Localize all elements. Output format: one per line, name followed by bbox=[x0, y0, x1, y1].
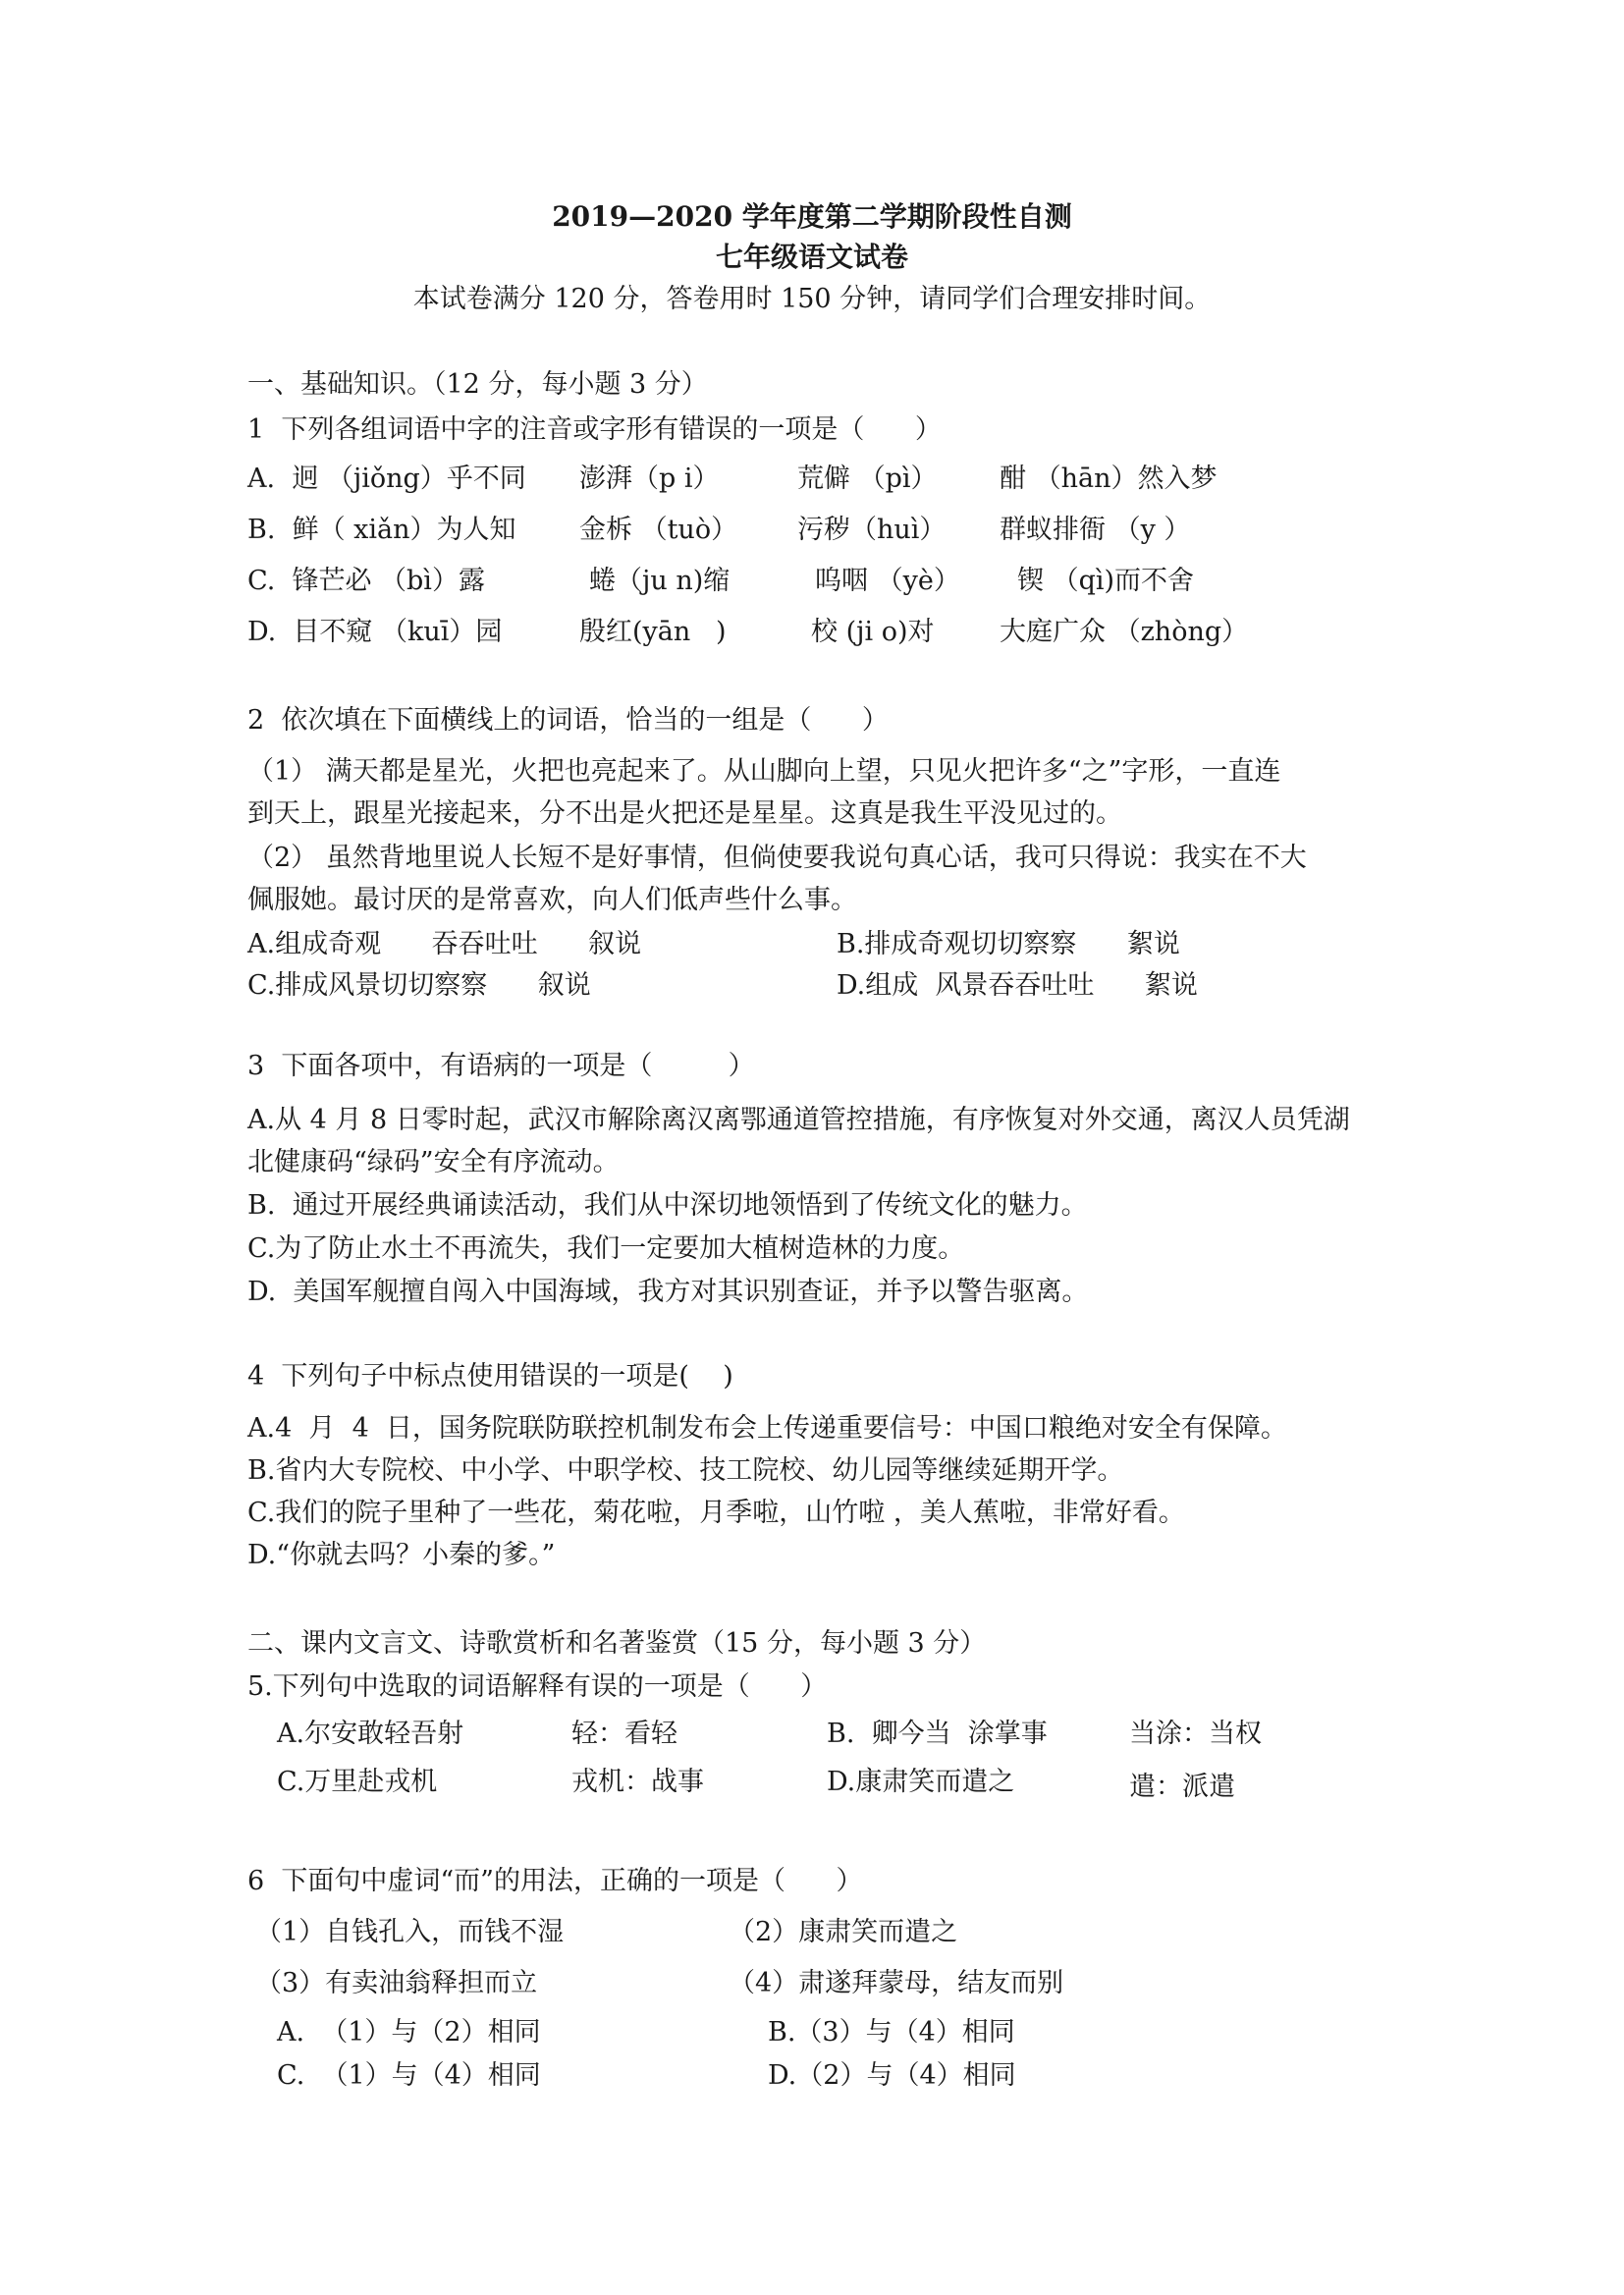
question-5-stem: 5.下列句中选取的词语解释有误的一项是（ ） bbox=[247, 1671, 828, 1702]
q3-option-c: C.为了防止水土不再流失，我们一定要加大植树造林的力度。 bbox=[247, 1233, 965, 1264]
q1-option-c-2: 蜷（ju n)缩 bbox=[589, 566, 731, 596]
q1-option-d-3: 校 (ji o)对 bbox=[811, 617, 935, 647]
exam-title: 2019—2020 学年度第二学期阶段性自测 bbox=[552, 200, 1072, 233]
q4-option-c: C.我们的院子里种了一些花，菊花啦，月季啦，山竹啦 ，美人蕉啦，非常好看。 bbox=[247, 1498, 1185, 1528]
question-3-stem: 3 下面各项中，有语病的一项是（ ） bbox=[247, 1051, 755, 1081]
q1-option-b-1: B. 鲜（ xiǎn）为人知 bbox=[247, 515, 516, 545]
q1-option-d-2: 殷红(yān ) bbox=[579, 617, 727, 647]
q2-passage-2-line-2: 佩服她。最讨厌的是常喜欢，向人们低声些什么事。 bbox=[247, 885, 857, 915]
section-2-heading: 二、课内文言文、诗歌赏析和名著鉴赏（15 分，每小题 3 分） bbox=[247, 1628, 987, 1659]
q5-option-a-gloss: 轻：看轻 bbox=[571, 1719, 677, 1749]
question-1-stem: 1 下列各组词语中字的注音或字形有错误的一项是（ ） bbox=[247, 414, 942, 445]
q5-option-c-gloss: 戎机：战事 bbox=[571, 1767, 704, 1797]
exam-instructions: 本试卷满分 120 分，答卷用时 150 分钟，请同学们合理安排时间。 bbox=[412, 284, 1212, 314]
q6-option-b: B.（3）与（4）相同 bbox=[768, 2017, 1015, 2048]
q2-option-c: C.排成风景切切察察 叙说 bbox=[247, 970, 591, 1001]
q2-option-d: D.组成 风景吞吞吐吐 絮说 bbox=[837, 970, 1198, 1001]
q3-option-a-line-1: A.从 4 月 8 日零时起，武汉市解除离汉离鄂通道管控措施，有序恢复对外交通，离汉人员凭湖 bbox=[247, 1105, 1350, 1135]
question-6-stem: 6 下面句中虚词“而”的用法，正确的一项是（ ） bbox=[247, 1866, 863, 1896]
q6-sentence-4: （4）肃遂拜蒙母，结友而别 bbox=[729, 1968, 1064, 1998]
q1-option-c-1: C. 锋芒必 （bì）露 bbox=[247, 566, 485, 596]
q2-passage-2-line-1: （2） 虽然背地里说人长短不是好事情，但倘使要我说句真心话，我可只得说：我实在不大 bbox=[247, 843, 1307, 873]
q6-option-c: C. （1）与（4）相同 bbox=[277, 2060, 541, 2091]
q1-option-b-3: 污秽（huì） bbox=[797, 515, 947, 545]
q5-option-b: B. 卿今当 涂掌事 bbox=[827, 1719, 1048, 1749]
question-2-stem: 2 依次填在下面横线上的词语，恰当的一组是（ ） bbox=[247, 705, 889, 736]
q2-passage-1-line-2: 到天上，跟星光接起来，分不出是火把还是星星。这真是我生平没见过的。 bbox=[247, 798, 1122, 829]
q6-sentence-2: （2）康肃笑而遣之 bbox=[729, 1917, 958, 1947]
q1-option-d-1: D. 目不窥 （kuī）园 bbox=[247, 617, 503, 647]
q2-passage-1-line-1: （1） 满天都是星光，火把也亮起来了。从山脚向上望，只见火把许多“之”字形，一直连 bbox=[247, 756, 1281, 787]
q4-option-d: D.“你就去吗？小秦的爹。” bbox=[247, 1540, 556, 1570]
q6-option-a: A. （1）与（2）相同 bbox=[277, 2017, 541, 2048]
q3-option-a-line-2: 北健康码“绿码”安全有序流动。 bbox=[247, 1147, 620, 1177]
q5-option-c: C.万里赴戎机 bbox=[277, 1767, 438, 1797]
q1-option-a-4: 酣 （hān）然入梦 bbox=[1000, 464, 1218, 494]
q3-option-b: B. 通过开展经典诵读活动，我们从中深切地领悟到了传统文化的魅力。 bbox=[247, 1190, 1088, 1221]
q6-option-d: D.（2）与（4）相同 bbox=[768, 2060, 1016, 2091]
q5-option-b-gloss: 当涂：当权 bbox=[1129, 1719, 1262, 1749]
q1-option-a-1: A. 迥 （jiǒng）乎不同 bbox=[247, 464, 526, 494]
q5-option-d-gloss: 遣：派遣 bbox=[1129, 1772, 1235, 1802]
question-4-stem: 4 下列句子中标点使用错误的一项是( ) bbox=[247, 1361, 733, 1392]
q5-option-d: D.康肃笑而遣之 bbox=[827, 1767, 1015, 1797]
q4-option-a: A.4 月 4 日，国务院联防联控机制发布会上传递重要信号：中国口粮绝对安全有保障。 bbox=[247, 1413, 1287, 1444]
exam-subtitle: 七年级语文试卷 bbox=[715, 241, 908, 273]
q2-option-a: A.组成奇观 吞吞吐吐 叙说 bbox=[247, 929, 642, 959]
q1-option-a-2: 澎湃（p i） bbox=[579, 464, 720, 494]
q1-option-b-2: 金柝 （tuò） bbox=[579, 515, 738, 545]
q3-option-d: D. 美国军舰擅自闯入中国海域，我方对其识别查证，并予以警告驱离。 bbox=[247, 1277, 1089, 1307]
q1-option-c-3: 呜咽 （yè） bbox=[815, 566, 960, 596]
q2-option-b: B.排成奇观切切察察 絮说 bbox=[837, 929, 1180, 959]
q1-option-d-4: 大庭广众 （zhòng） bbox=[1000, 617, 1249, 647]
section-1-heading: 一、基础知识。（12 分，每小题 3 分） bbox=[247, 369, 708, 400]
q6-sentence-1: （1）自钱孔入，而钱不湿 bbox=[255, 1917, 565, 1947]
q6-sentence-3: （3）有卖油翁释担而立 bbox=[255, 1968, 538, 1998]
q1-option-b-4: 群蚁排衙 （y ） bbox=[1000, 515, 1191, 545]
q4-option-b: B.省内大专院校、中小学、中职学校、技工院校、幼儿园等继续延期开学。 bbox=[247, 1455, 1124, 1486]
q1-option-a-3: 荒僻 （pì） bbox=[797, 464, 938, 494]
q1-option-c-4: 锲 （qì)而不舍 bbox=[1017, 566, 1195, 596]
q5-option-a: A.尔安敢轻吾射 bbox=[277, 1719, 464, 1749]
